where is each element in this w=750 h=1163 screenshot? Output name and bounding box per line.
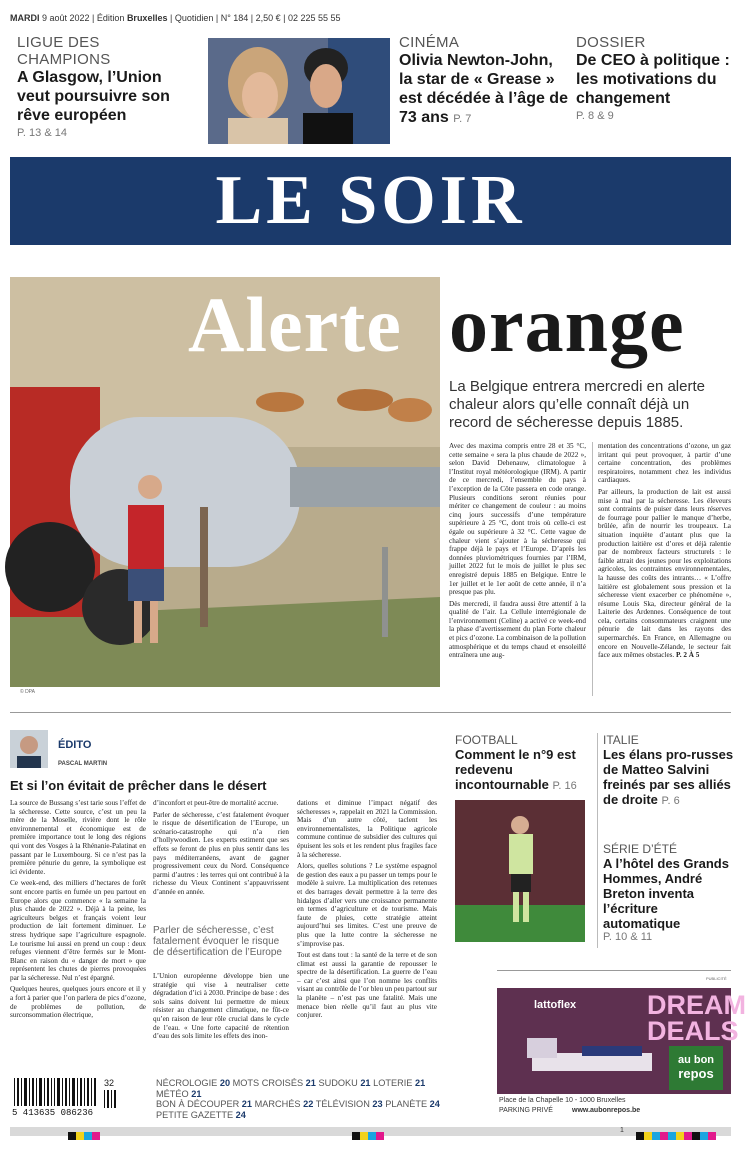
ad-promo-line: DREAM [647,990,746,1020]
index-label: LOTERIE [373,1078,413,1088]
teaser-headline: A Glasgow, l’Union veut poursuivre son rêve européen [17,69,170,124]
teaser-champions-league[interactable] [17,34,197,139]
edito-paragraph: dations et diminue l’impact négatif des sécheresses », rappelait en 2021 la Commission. Mais d’un autre côté, taclent les environnementalistes, la Politique agricole commune continue de subsidier des cultures qui épuisent les sols et les rendent plus fragiles face à la sécheresse. [297,799,437,859]
edito-column-2a [153,799,289,919]
lead-column-2 [598,442,731,700]
edito-author: PASCAL MARTIN [58,761,108,767]
index-label: NÉCROLOGIE [156,1078,218,1088]
edito-paragraph: Parler de sécheresse, c’est fatalement évoquer le risque de désertification de l’Europe, un scénario-catastrophe qui n’a rien d’hollywoodien. Les experts estiment que ses effets se feront de plus en plus sentir dans les pays méditerranéens, avant de gagner progressivement ceux du Nord. Conséquence parmi d’autres : les terres qui ont contribué à la richesse du Vieux Continent s’appauvrissent d’année en année. [153,810,289,896]
day: MARDI [10,13,40,23]
ad-divider [497,970,731,971]
addon-barcode [104,1090,118,1108]
teaser-headline: A l’hôtel des Grands Hommes, André Breton inventa l’écriture automatique [603,856,729,931]
teaser-kicker: FOOTBALL [455,733,518,747]
teaser-kicker: LIGUE DES CHAMPIONS [17,34,111,68]
edito-column-3 [297,799,437,1061]
teaser-kicker: CINÉMA [399,34,460,51]
index-page: 21 [414,1078,426,1088]
teaser-page: P. 13 & 14 [17,127,67,139]
color-marks-right [636,1127,716,1145]
index-label: SUDOKU [318,1078,358,1088]
edito-paragraph: Tout est dans tout : la santé de la terre et de son climat est aussi la garantie de repousser le spectre de la désertification. La guerre de l’eau – car c’est ainsi que l’on nomme les conflits visant au contrôle de l’or bleu un peu partout sur la planète – n’est pas une fatalité. Mais une menace bien réelle qu’il faut au plus vite conjurer. [297,951,437,1020]
page-index [156,1078,440,1120]
index-page: 21 [360,1078,371,1088]
teaser-headline [603,747,738,809]
index-label: PLANÈTE [385,1099,428,1109]
teaser-headline-text: Olivia Newton-John, la star de « Grease » est décédée à l’âge de 73 ans [399,52,568,126]
advertisement[interactable] [497,988,746,1094]
edito-title: Et si l’on évitait de prêcher dans le désert [10,778,267,793]
teaser-page: P. 7 [453,113,472,125]
edito-paragraph: Quelques heures, quelques jours encore et il y a fort à parier que l’on parlera de pics d’ozone, de problèmes de pollution, de surconsommation électrique, [10,985,146,1020]
barcode [12,1078,98,1108]
photo-credit: © DPA [20,689,35,695]
teaser-football[interactable] [455,733,590,794]
lead-paragraph-text: Par ailleurs, la production de lait est aussi mise à mal par la sécheresse. Les éleveurs sont contraints de puiser dans leurs réserves de fourrage pour pallier le manque d’herbe, brûlée, afin de nourrir les troupeaux. La situation inquiète d’autant plus que la production laitière est d’ores et déjà ralentie par de nombreux facteurs structurels : le faible attrait des jeunes pour les exploitations agricoles, les contraintes environnementales, la hausse des coûts des intrants… « L’offre laitière est globalement sous pression et la sécheresse vient exacerber ce phénomène », résume Louis Ska, directeur général de la Laiterie des Ardennes. Conséquence de tout cela, certains consommateurs craignent une pénurie de lait dans les rayons des supermarchés. En France, en Allemagne ou encore en Nouvelle-Zélande, le secteur fait face aux mêmes obstacles. [598,487,731,660]
edito-paragraph: La source de Bussang s’est tarie sous l’effet de la sécheresse. Cette source, c’est un peu la mère de la Moselle, rivière dont le rôle environnemental et économique est de première importance tout le long des régions qui vont des Vosges à la Rhénanie-Palatinat en passant par le Luxembourg. Si ce n’est pas la première pénurie du genre, la symbolique est ici évidente. [10,799,146,876]
teaser-page: P. 8 & 9 [576,110,614,122]
column-divider [592,442,593,696]
shop-logo-line: au bon [677,1054,715,1066]
lead-paragraph: Dès mercredi, il faudra aussi être attentif à la qualité de l’air. La Cellule interrégionale de l’environnement (Celine) a activé ce week-end la phase d’avertissement du plan Forte chaleur et pics d’ozone. La combinaison de la pollution atmosphérique et du temps chaud et ensoleillé entraînera une aug- [449,599,586,660]
dateline [10,13,341,23]
date: 9 août 2022 | Édition [42,13,125,23]
logo-text: LE SOIR [215,162,526,239]
headline-alerte: Alerte [188,281,402,368]
teaser-headline: De CEO à politique : les motivations du changement [576,52,730,107]
teaser-page: P. 16 [552,780,577,792]
teaser-kicker: ITALIE [603,733,639,747]
issue-number: 32 [104,1078,115,1088]
teaser-kicker: SÉRIE D’ÉTÉ [603,842,678,856]
masthead-logo [10,157,731,245]
edito-paragraph: Alors, quelles solutions ? Le système espagnol de gestion des eaux a pu passer un temps pour le modèle à suivre. La multiplication des retenues et des barrages devait permettre à la terre des hidalgos d’aller vers une croissance permanente en termes d’agriculture et de tourisme. Mais faute de pluies, cette stratégie atteint aujourd’hui ses limites. C’est une preuve de plus que la lutte contre la sécheresse ne s’improvise pas. [297,862,437,948]
ad-tag: PUBLICITÉ [706,976,727,981]
index-label: MOTS CROISÉS [232,1078,304,1088]
lead-standfirst: La Belgique entrera mercredi en alerte chaleur alors qu’elle connaît déjà un record de sécheresse depuis 1885. [449,378,705,431]
ad-url[interactable]: www.aubonrepos.be [572,1107,641,1114]
edito-column-2b [153,972,289,1062]
edition: Bruxelles [126,13,168,23]
ad-address: Place de la Chapelle 10 - 1000 Bruxelles [499,1097,626,1104]
teaser-italie[interactable] [603,733,738,809]
shop-logo [669,1046,723,1090]
index-page: 21 [241,1099,253,1109]
teaser-headline [399,51,569,129]
section-divider [10,712,731,713]
index-label: BON À DÉCOUPER [156,1099,240,1109]
issue-info: | Quotidien | N° 184 | 2,50 € | 02 225 55 55 [169,13,341,23]
teaser-headline [455,747,590,794]
edito-paragraph: L’Union européenne développe bien une stratégie qui vise à neutraliser cette dégradation d’ici à 2030. Principe de base : des sols sains doivent lui permettre de mieux résister au changement climatique, ne fût-ce qu’en raison de leur rôle crucial dans le cycle de l’eau. « Une forte capacité de rétention d’eau des sols limite les effets des inon- [153,972,289,1041]
headline-orange: orange [449,281,685,368]
index-page: 20 [219,1078,231,1088]
teaser-headline-text: Comment le n°9 est redevenu incontournable [455,747,576,792]
index-label: MARCHÉS [254,1099,301,1109]
index-page: 24 [429,1099,440,1109]
lead-paragraph: Avec des maxima compris entre 28 et 35 °C, cette semaine « sera la plus chaude de 2022 », selon David Dehenauw, climatologue à l’Institut royal météorologique (IRM). A partir de ce mercredi, l’ensemble du pays à l’exception de la Côte passera en code orange. Plusieurs conditions seront réunies pour mériter ce changement de couleur : au moins cinq jours successifs d’une température supérieure à 25 °C, dont trois où celle-ci est égale ou supérieure à 32 °C. Cette vague de chaleur vient s’ajouter à la sécheresse qui frappe déjà le pays et l’Europe. D’après les données pluviométriques fournies par l’IRM, juillet 2022 fut le mois de juillet le plus sec enregistré depuis 1885 en Belgique. Entre le 1er juillet et le 1er août de cette année, il n’a presque pas plu. [449,442,586,597]
author-avatar [10,730,48,768]
index-label: TÉLÉVISION [315,1099,370,1109]
index-label: MÉTÉO [156,1088,189,1099]
edito-pull-quote: Parler de sécheresse, c’est fatalement évoquer le risque de désertification de l’Europe [153,925,282,958]
edito-paragraph: Ce week-end, des milliers d’hectares de forêt sont encore partis en fumée un peu partout en Europe alors que commence « la semaine la plus chaude de 2022 ». Déjà à la peine, les agriculteurs belges et français voient leur production de lait fortement diminuer. Le stress hydrique sape l’agriculture espagnole. Le tourisme lui aussi en prend un coup : deux refuges viennent d’être fermés sur le Mont-Blanc en raison du « danger de mort » que représentent les chutes de pierres provoquées par la sécheresse. Nul n’est épargné. [10,879,146,982]
index-page: 21 [191,1088,202,1099]
teaser-kicker: DOSSIER [576,34,646,51]
index-page: 24 [235,1109,246,1120]
index-label: PETITE GAZETTE [156,1109,234,1120]
ad-promo-line: DEALS [647,1016,739,1046]
teaser-cinema[interactable] [399,34,569,129]
teaser-headline-text: Les élans pro-russes de Matteo Salvini freinés par ses alliés de droite [603,747,734,807]
teaser-serie-ete[interactable] [603,842,738,943]
lead-paragraph: mentation des concentrations d’ozone, un gaz irritant qui peut provoquer, à partir d’une certaine concentration, des problèmes respiratoires, notamment chez les individus cardiaques. [598,442,731,485]
teaser-page: P. 10 & 11 [603,931,653,943]
lead-column-1 [449,442,586,700]
index-page: 23 [372,1099,383,1109]
edito-column-1 [10,799,146,1061]
teaser-page: P. 6 [661,795,680,807]
footer-page-number: 1 [620,1127,624,1134]
football-photo [455,800,585,942]
ad-parking: PARKING PRIVÉ [499,1107,553,1114]
grease-photo [208,38,390,144]
color-marks-center [352,1127,384,1145]
shop-logo-line: repos [678,1066,714,1081]
teaser-dossier[interactable] [576,34,741,122]
edito-paragraph: d’inconfort et peut-être de mortalité accrue. [153,799,279,807]
ad-brand: lattoflex [534,999,577,1011]
barcode-number: 5 413635 086236 [12,1108,94,1118]
index-page: 22 [303,1099,314,1109]
lead-page-ref: P. 2 À 5 [676,651,700,660]
index-page: 21 [305,1078,316,1088]
column-divider [597,733,598,948]
lead-paragraph [598,488,731,660]
edito-label: ÉDITO [58,739,92,751]
color-marks-left [68,1127,100,1145]
